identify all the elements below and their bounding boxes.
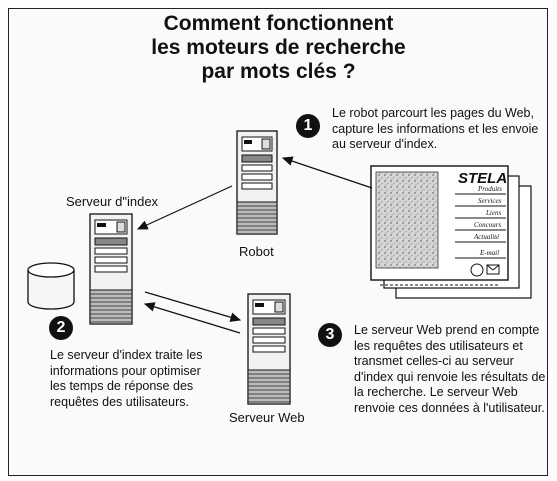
title-line-1: Comment fonctionnent	[163, 12, 394, 35]
step-1-badge: 1	[296, 114, 320, 138]
step-3-text: Le serveur Web prend en compte les requêtes des utilisateurs et transmet celles-ci au serveur d'index qui renvoie les résultats de la recherche. Le serveur Web renvoie ces données à l'utilisateur.	[354, 323, 546, 415]
arrow-web-to-robot	[283, 158, 372, 188]
web-page-menu-item: Actualité	[474, 233, 500, 241]
arrow-web-to-index	[145, 304, 240, 333]
index-server-icon	[90, 214, 132, 324]
arrow-index-to-web	[145, 292, 240, 320]
step-1-text: Le robot parcourt les pages du Web, capture les informations et les envoie au serveur d'index.	[332, 106, 539, 151]
step-2-text: Le serveur d'index traite les informations pour optimiser les temps de réponse des requêtes des utilisateurs.	[50, 348, 203, 409]
robot-server-icon	[237, 131, 277, 234]
web-page-menu-item: Concours	[474, 221, 502, 229]
web-server-icon	[248, 294, 290, 404]
title-line-3: par mots clés ?	[201, 60, 356, 83]
title-line-2: les moteurs de recherche	[151, 36, 406, 59]
web-server-label: Serveur Web	[229, 410, 305, 425]
web-page-menu-item: Services	[478, 197, 502, 205]
step-3-badge: 3	[318, 323, 342, 347]
web-page-brand: STELA	[458, 170, 508, 187]
web-page-menu-item: Liens	[486, 209, 502, 217]
robot-label: Robot	[239, 244, 274, 259]
database-icon	[28, 263, 74, 309]
index-server-label: Serveur d"index	[66, 194, 159, 209]
web-page-menu-item: E-mail	[480, 249, 500, 257]
step-2-badge: 2	[49, 316, 73, 340]
web-page-menu-item: Produits	[478, 185, 502, 193]
